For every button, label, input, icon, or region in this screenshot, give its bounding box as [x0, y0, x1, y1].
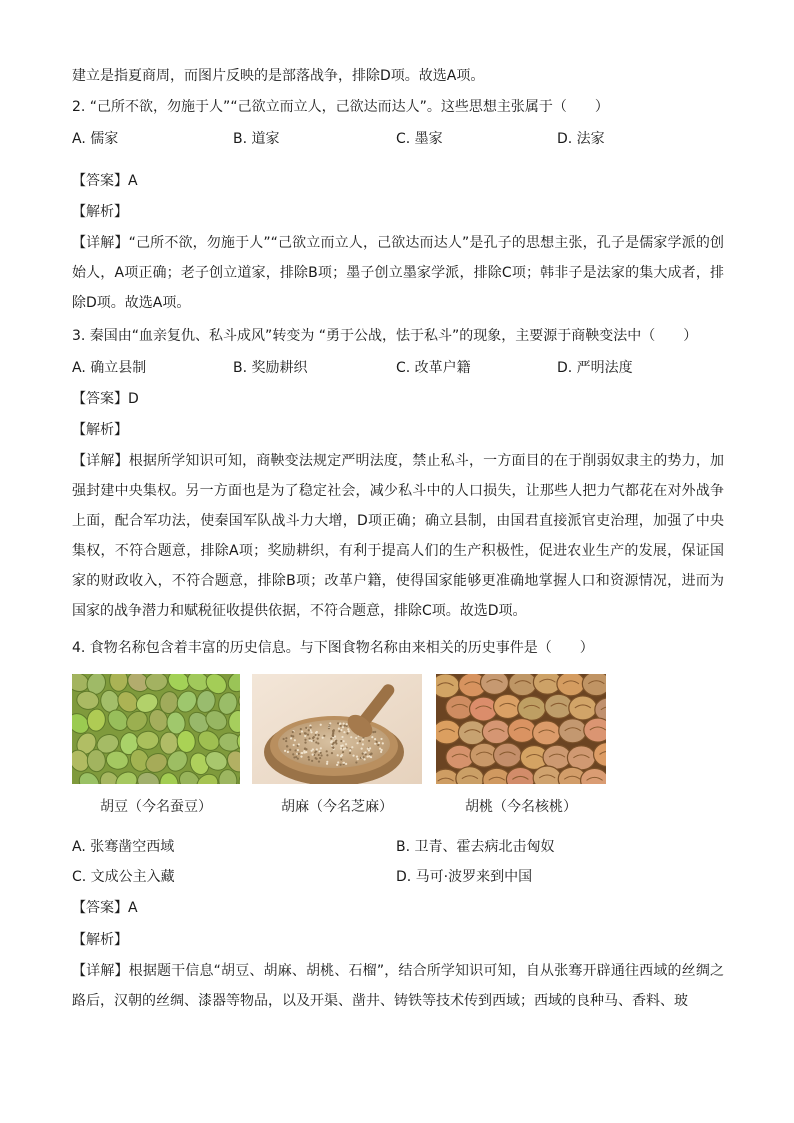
sesame-seed [304, 748, 306, 750]
q2-analysis-label: 【解析】 [72, 204, 128, 220]
sesame-seed [382, 742, 384, 744]
sesame-seed [332, 743, 334, 745]
sesame-seed [294, 749, 296, 751]
q4-option-a: A. 张骞凿空西域 [72, 839, 175, 855]
caption-broad-bean: 胡豆（今名蚕豆） [100, 799, 212, 815]
sesame-seed [320, 754, 322, 756]
sesame-seed [352, 755, 354, 757]
sesame-seed [333, 729, 335, 731]
sesame-seed [294, 739, 296, 741]
sesame-seed [347, 728, 349, 730]
sesame-seed [320, 752, 322, 754]
sesame-seed [365, 753, 367, 755]
sesame-seed [340, 725, 342, 727]
sesame-seed [356, 742, 358, 744]
bean-shape [160, 732, 178, 754]
question-3-stem: 3. 秦国由“血亲复仇、私斗成风”转变为 “勇于公战，怯于私斗”的现象，主要源于商鞅变法中（ ） [72, 328, 698, 344]
q3-option-b: B. 奖励耕织 [233, 360, 308, 376]
sesame-seed [368, 740, 370, 742]
sesame-seed [345, 743, 347, 745]
sesame-seed [309, 737, 311, 739]
sesame-seed [367, 748, 369, 750]
sesame-seed [311, 760, 313, 762]
sesame-seed [344, 747, 346, 749]
sesame-seed [310, 731, 312, 733]
q3-option-d: D. 严明法度 [557, 360, 633, 376]
sesame-seed [350, 736, 352, 738]
sesame-seed [318, 734, 320, 736]
sesame-seed [322, 737, 324, 739]
sesame-seed [374, 738, 376, 740]
question-2-stem: 2. “己所不欲，勿施于人”“己欲立而立人，己欲达而达人”。这些思想主张属于（ ） [72, 99, 609, 115]
sesame-seed [300, 756, 302, 758]
walnut-shape [446, 745, 474, 769]
sesame-seed [343, 723, 345, 725]
sesame-seed [345, 763, 347, 765]
sesame-seed [369, 747, 371, 749]
sesame-seed [340, 740, 342, 742]
walnut-shape [582, 674, 606, 696]
sesame-seed [326, 761, 328, 763]
sesame-seed [380, 751, 382, 753]
sesame-seed [375, 741, 377, 743]
q2-option-a: A. 儒家 [72, 131, 119, 147]
sesame-seed [339, 764, 341, 766]
sesame-seed [299, 733, 301, 735]
q3-answer: 【答案】D [72, 391, 139, 407]
sesame-seed [371, 736, 373, 738]
walnut-shape [482, 720, 510, 744]
q2-option-b: B. 道家 [233, 131, 280, 147]
sesame-seed [308, 729, 310, 731]
q4-answer: 【答案】A [72, 900, 138, 916]
sesame-seed [374, 731, 376, 733]
sesame-seed [286, 745, 288, 747]
sesame-seed [355, 761, 357, 763]
sesame-seed [293, 744, 295, 746]
sesame-seed [348, 730, 350, 732]
sesame-seed [342, 748, 344, 750]
sesame-seed [349, 752, 351, 754]
sesame-seed [340, 729, 342, 731]
sesame-seed [285, 737, 287, 739]
sesame-seed [301, 730, 303, 732]
sesame-seed [304, 742, 306, 744]
sesame-seed [378, 742, 380, 744]
sesame-seed [312, 753, 314, 755]
sesame-seed [304, 735, 306, 737]
sesame-seed [298, 743, 300, 745]
q4-detail: 【详解】根据题干信息“胡豆、胡麻、胡桃、石榴”，结合所学知识可知，自从张骞开辟通往西域的丝绸之路后，汉朝的丝绸、漆器等物品，以及开渠、凿井、铸铁等技术传到西域；西域的良种马、香料、玻 [72, 963, 724, 1009]
sesame-seed [305, 732, 307, 734]
q2-detail: 【详解】“己所不欲，勿施于人”“己欲立而立人，己欲达而达人”是孔子的思想主张，孔子是儒家学派的创始人，A项正确；老子创立道家，排除B项；墨子创立墨家学派，排除C项；韩非子是法家的集大成者，排除D项。故选A项。 [72, 235, 724, 311]
q4-option-b: B. 卫青、霍去病北击匈奴 [396, 839, 555, 855]
sesame-seed [346, 723, 348, 725]
sesame-seed [318, 754, 320, 756]
sesame-seed [342, 744, 344, 746]
sesame-seed [340, 747, 342, 749]
caption-sesame: 胡麻（今名芝麻） [281, 799, 393, 815]
sesame-seed [285, 740, 287, 742]
sesame-seed [305, 727, 307, 729]
sesame-seed [370, 756, 372, 758]
sesame-seed [320, 724, 322, 726]
sesame-seed [337, 754, 339, 756]
sesame-seed [283, 738, 285, 740]
q3-option-c: C. 改革户籍 [396, 360, 471, 376]
broad-bean-photo [72, 674, 240, 784]
walnut-shape [508, 718, 536, 742]
walnut-shape [569, 696, 597, 720]
sesame-seed [355, 737, 357, 739]
sesame-seed [331, 752, 333, 754]
sesame-seed [287, 751, 289, 753]
continuation-line: 建立是指夏商周，而图片反映的是部落战争，排除D项。故选A项。 [72, 68, 485, 84]
sesame-seed [307, 756, 309, 758]
sesame-seed [340, 758, 342, 760]
sesame-seed [292, 753, 294, 755]
sesame-seed [334, 741, 336, 743]
sesame-seed [323, 735, 325, 737]
walnut-photo [436, 674, 606, 784]
q4-option-d: D. 马可·波罗来到中国 [396, 869, 533, 885]
sesame-seed [297, 758, 299, 760]
sesame-seed [326, 754, 328, 756]
q2-option-d: D. 法家 [557, 131, 605, 147]
walnut-shape [494, 743, 522, 767]
sesame-seed [317, 737, 319, 739]
sesame-seed [307, 734, 309, 736]
caption-walnut: 胡桃（今名核桃） [465, 799, 577, 815]
sesame-seed [340, 755, 342, 757]
q2-answer: 【答案】A [72, 173, 138, 189]
bean-shape [110, 674, 128, 691]
sesame-seed [362, 753, 364, 755]
q4-option-c: C. 文成公主入藏 [72, 869, 175, 885]
sesame-seed [344, 724, 346, 726]
sesame-seed [338, 730, 340, 732]
sesame-seed [381, 749, 383, 751]
sesame-seed [316, 748, 318, 750]
sesame-seed [339, 722, 341, 724]
sesame-seed [319, 757, 321, 759]
sesame-seed [293, 756, 295, 758]
sesame-seed [331, 740, 333, 742]
sesame-seed [315, 734, 317, 736]
sesame-seed [362, 743, 364, 745]
sesame-seed [290, 737, 292, 739]
sesame-seed [359, 740, 361, 742]
walnut-shape [567, 746, 595, 770]
q3-option-a: A. 确立县制 [72, 360, 147, 376]
q2-option-c: C. 墨家 [396, 131, 443, 147]
sesame-seed [326, 763, 328, 765]
sesame-seed [289, 749, 291, 751]
sesame-seed [304, 739, 306, 741]
sesame-seed [370, 753, 372, 755]
sesame-seed [292, 731, 294, 733]
walnut-shape [559, 719, 587, 743]
sesame-seed [342, 726, 344, 728]
sesame-seed [312, 748, 314, 750]
sesame-seed [290, 735, 292, 737]
sesame-seed [300, 728, 302, 730]
q3-analysis-label: 【解析】 [72, 422, 128, 438]
sesame-seed [284, 750, 286, 752]
walnut-shape [480, 674, 508, 694]
question-4-stem: 4. 食物名称包含着丰富的历史信息。与下图食物名称由来相关的历史事件是（ ） [72, 640, 594, 656]
sesame-seed [310, 726, 312, 728]
sesame-seed [346, 732, 348, 734]
walnut-shape [518, 696, 546, 720]
sesame-seed [366, 755, 368, 757]
sesame-seed [377, 744, 379, 746]
q4-analysis-label: 【解析】 [72, 932, 128, 948]
sesame-seed [336, 764, 338, 766]
sesame-seed [308, 759, 310, 761]
sesame-seed [298, 753, 300, 755]
sesame-seed [372, 731, 374, 733]
sesame-seed [316, 731, 318, 733]
sesame-seed [343, 762, 345, 764]
sesame-seed [329, 722, 331, 724]
walnut-shape [584, 718, 606, 742]
walnut-shape [533, 721, 561, 745]
sesame-seed [311, 740, 313, 742]
sesame-seed [363, 758, 365, 760]
sesame-seed [364, 751, 366, 753]
sesame-seed [315, 757, 317, 759]
sesame-seed [337, 761, 339, 763]
sesame-seed [349, 749, 351, 751]
walnut-shape [436, 674, 459, 698]
sesame-seed [312, 737, 314, 739]
sesame-seed [356, 756, 358, 758]
sesame-seed [330, 737, 332, 739]
walnut-shape [557, 674, 585, 696]
sesame-seed [334, 735, 336, 737]
sesame-seed [332, 735, 334, 737]
walnut-shape [436, 720, 461, 744]
sesame-photo [252, 674, 422, 784]
q3-detail: 【详解】根据所学知识可知，商鞅变法规定严明法度，禁止私斗，一方面目的在于削弱奴隶主的势力，加强封建中央集权。另一方面也是为了稳定社会，减少私斗中的人口损失，让那些人把力气都花在对外战争上面，配合军功法，使秦国军队战斗力大增，D项正确；确立县制，由国君直接派官吏治理，加强了中央集权，不符合题意，排除A项；奖励耕织，有利于提高人们的生产积极性，促进农业生产的发展，保证国家的财政收入，不符合题意，排除B项；改革户籍，使得国家能够更准确地掌握人口和资源情况，进而为国家的战争潜力和赋税征收提供依据，不符合题意，排除C项。故选D项。 [72, 453, 724, 619]
walnut-shape [509, 674, 537, 696]
sesame-seed [343, 740, 345, 742]
sesame-seed [341, 736, 343, 738]
sesame-seed [362, 738, 364, 740]
sesame-seed [297, 749, 299, 751]
sesame-seed [342, 751, 344, 753]
sesame-seed [317, 742, 319, 744]
sesame-seed [351, 746, 353, 748]
sesame-seed [320, 747, 322, 749]
sesame-seed [361, 748, 363, 750]
sesame-seed [318, 761, 320, 763]
sesame-seed [303, 750, 305, 752]
sesame-seed [343, 731, 345, 733]
sesame-seed [374, 743, 376, 745]
sesame-seed [315, 741, 317, 743]
sesame-seed [380, 738, 382, 740]
sesame-seed [338, 727, 340, 729]
sesame-seed [362, 756, 364, 758]
sesame-seed [357, 758, 359, 760]
sesame-seed [326, 750, 328, 752]
sesame-seed [301, 752, 303, 754]
